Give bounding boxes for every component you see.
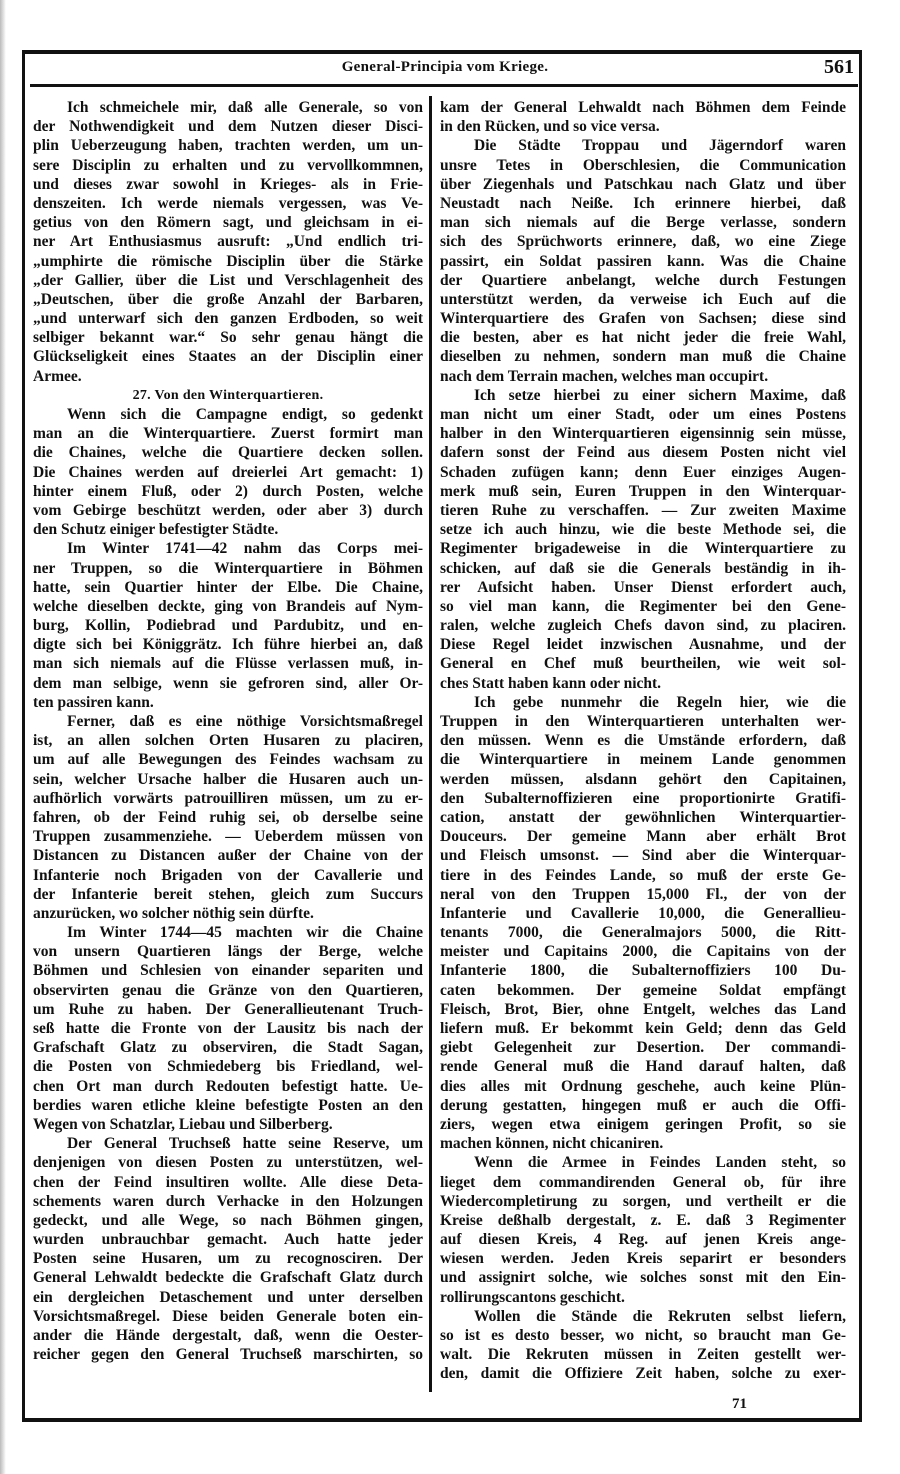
text-line: getius von den Römern sagt, und gleichsam in ei- — [33, 214, 423, 232]
text-line: Wiedercompletirung zu sorgen, und vertheilt er die — [440, 1192, 846, 1210]
text-line: fahren, ob der Feind ruhig sei, ob derselbe seine — [33, 808, 423, 826]
text-line: Der General Truchseß hatte seine Reserve, um — [67, 1135, 423, 1153]
text-line: unsre Tetes in Oberschlesien, die Communication — [440, 156, 846, 174]
text-line: die besten, aber es hat nicht jeder die freie Wahl, — [440, 329, 846, 347]
text-line: der Nothwendigkeit und dem Nutzen dieser Disci- — [33, 118, 423, 136]
text-line: anzurücken, wo solcher nöthig sein dürfte. — [33, 904, 314, 922]
text-line: ches Statt haben kann oder nicht. — [440, 674, 662, 692]
text-line: und assignirt solche, wie solches sonst mit den Ein- — [440, 1269, 846, 1287]
text-line: Die Chaines werden auf dreierlei Art gemacht: 1) — [33, 463, 423, 481]
text-line: ralen, welche zugleich Chefs davon sind, zu placiren. — [440, 617, 846, 635]
text-line: ner Art Enthusiasmus ausruft: „Und endlich tri- — [33, 233, 423, 251]
text-line: welche dieselben deckte, ging von Brandeis auf Nym- — [33, 597, 423, 615]
text-line: so ist es desto besser, wo nicht, so braucht man Ge- — [440, 1327, 846, 1344]
text-line: Wenn sich die Campagne endigt, so gedenkt — [67, 406, 423, 423]
text-line: Schaden zufügen kann; denn Euer einziges Augen- — [440, 463, 846, 481]
text-line: der Infanterie bereit stehen, gleich zum Succurs — [33, 885, 423, 903]
text-line: giebt Gelegenheit zur Desertion. Der commandi- — [440, 1039, 846, 1057]
paragraph — [440, 1153, 846, 1307]
text-line: um Ruhe zu haben. Der Generallieutenant Truch- — [33, 1000, 423, 1018]
paragraph — [33, 405, 423, 539]
text-line: lieget dem commandirenden General ob, für ihre — [440, 1173, 846, 1191]
text-line: dafern sonst der Feind aus diesem Posten nicht viel — [440, 444, 846, 462]
text-line: um auf alle Bewegungen des Feindes wachsam zu — [33, 751, 423, 769]
text-line: reicher gegen den General Truchseß marschirten, so — [33, 1346, 423, 1364]
text-line: ziers, wegen etwa einigem geringen Profit, so sie — [440, 1115, 846, 1133]
text-line: rollirungscantons geschicht. — [440, 1288, 625, 1306]
text-line: Kreise deßhalb dergestalt, z. E. daß 3 Regimenter — [440, 1211, 846, 1229]
text-line: und dieses zwar sowohl in Krieges- als in Frie- — [33, 175, 423, 193]
text-line: liefern muß. Er bekommt kein Geld; denn das Geld — [440, 1020, 846, 1037]
paragraph — [440, 136, 846, 385]
text-line: Wenn die Armee in Feindes Landen steht, so — [474, 1154, 846, 1172]
section-heading — [33, 386, 423, 405]
text-line: General Lehwaldt bedeckte die Grafschaft Glatz durch — [33, 1269, 423, 1287]
text-line: machen können, nicht chicaniren. — [440, 1135, 664, 1153]
text-line: vom Gebirge beschützt werden, oder aber 3) durch — [33, 501, 423, 519]
text-line: Grafschaft Glatz zu observiren, die Stadt Sagan, — [33, 1039, 423, 1057]
text-line: Böhmen und Schlesien von einander separiten und — [33, 962, 423, 980]
text-line: man nicht um einer Stadt, oder um eines Postens — [440, 406, 846, 423]
text-line: rende General muß die Hand darauf halten, daß — [440, 1058, 846, 1076]
text-line: Regimenter brigadeweise in die Winterquartiere zu — [440, 540, 846, 558]
text-line: seß hatte die Fronte von der Lausitz bis nach der — [33, 1020, 423, 1037]
text-line: den Schutz einiger befestigter Städte. — [33, 521, 279, 539]
text-line: General en Chef muß beurtheilen, wie weit sol- — [440, 655, 846, 673]
text-line: meister und Capitains 2000, die Capitains von der — [440, 943, 846, 961]
text-line: gedeckt, und alle Wege, so nach Böhmen gingen, — [33, 1211, 423, 1229]
text-line: rer Aufsicht haben. Unser Dienst erfordert auch, — [440, 578, 846, 596]
text-line: ist, an allen solchen Orten Husaren zu placiren, — [33, 732, 423, 750]
text-line: Ich schmeichele mir, daß alle Generale, so von — [67, 99, 423, 116]
text-line: plin Ueberzeugung haben, trachten werden, um un- — [33, 137, 423, 155]
text-line: Glückseligkeit eines Staates an der Disciplin einer — [33, 348, 423, 366]
text-line: tenants 7000, die Generalmajors 5000, die Ritt- — [440, 924, 846, 942]
header-rule — [30, 84, 858, 87]
text-line: unterstützt werden, da verweise ich Euch auf die — [440, 290, 846, 308]
right-column — [440, 98, 846, 1384]
text-line: die Winterquartiere in meinem Lande genommen — [440, 751, 846, 769]
text-line: kam der General Lehwaldt nach Böhmen dem Feinde — [440, 99, 846, 116]
text-line: Diese Regel leidet inzwischen Ausnahme, und der — [440, 636, 846, 654]
text-line: sere Disciplin zu erhalten und zu vervollkommnen, — [33, 156, 423, 174]
page-number: 561 — [824, 56, 854, 78]
text-line: hatte, sein Quartier hinter der Elbe. Die Chaine, — [33, 578, 423, 596]
text-line: Im Winter 1744—45 machten wir die Chaine — [67, 924, 423, 942]
text-line: denszeiten. Ich werde niemals vergessen, was Ve- — [33, 194, 423, 212]
text-line: halber in den Winterquartieren eigensinnig sein müsse, — [440, 425, 846, 443]
text-line: Infanterie noch Brigaden von der Cavallerie und — [33, 866, 423, 884]
paragraph — [440, 98, 846, 136]
text-line: Infanterie 1800, die Subalternoffiziers 100 Du- — [440, 962, 846, 980]
paragraph — [440, 386, 846, 693]
text-line: Vorsichtsmaßregel. Diese beiden Generale boten ein- — [33, 1307, 423, 1325]
text-line: in den Rücken, und so vice versa. — [440, 118, 660, 136]
paragraph — [33, 539, 423, 712]
text-line: wiesen werden. Jeden Kreis separirt er besonders — [440, 1250, 846, 1268]
text-line: hinter einem Fluß, oder 2) durch Posten, welche — [33, 482, 423, 500]
text-line: wurden unbrauchbar gemacht. Auch hatte jeder — [33, 1231, 423, 1249]
text-line: Douceurs. Der gemeine Mann aber erhält Brot — [440, 828, 846, 846]
paragraph — [440, 1307, 846, 1384]
text-line: passirt, ein Soldat passiren kann. Was die Chaine — [440, 252, 846, 270]
text-line: burg, Kollin, Podiebrad und Pardubitz, und en- — [33, 617, 423, 635]
text-line: ander die Hände dergestalt, daß, wenn die Oester- — [33, 1327, 423, 1344]
text-line: die Chaines, welche die Quartiere decken sollen. — [33, 444, 423, 462]
text-line: die Posten von Schmiedeberg bis Friedland, wel- — [33, 1058, 423, 1076]
text-line: von unsern Quartieren längs der Berge, welche — [33, 943, 423, 961]
text-line: Truppen in den Winterquartieren unterhalten wer- — [440, 713, 846, 730]
text-line: ten passiren kann. — [33, 693, 154, 711]
text-line: setze ich auch hinzu, wie die beste Methode sei, die — [440, 521, 846, 539]
text-line: man sich niemals auf die Berge verlasse, sondern — [440, 214, 846, 232]
text-line: „umphirte die römische Disciplin über die Stärke — [33, 252, 423, 270]
text-line: werden müssen, alsdann gehört den Capitainen, — [440, 770, 846, 788]
text-line: über Ziegenhals und Patschkau nach Glatz und über — [440, 175, 846, 193]
text-line: „und unterwarf sich den ganzen Erdboden, so weit — [33, 310, 423, 328]
text-line: walt. Die Rekruten müssen in Zeiten gestellt wer- — [440, 1346, 846, 1364]
text-line: und Fleisch umsonst. — Sind aber die Winterquar- — [440, 847, 846, 865]
text-line: tiere in des Feindes Lande, so muß der erste Ge- — [440, 866, 846, 884]
text-line: tieren Ruhe zu verschaffen. — Zur zweiten Maxime — [440, 501, 846, 519]
text-line: schicken, auf daß sie die Generals beständig in ih- — [440, 559, 846, 577]
text-line: schements waren durch Verhacke in den Holzungen — [33, 1192, 423, 1210]
text-line: „Deutschen, über die große Anzahl der Barbaren, — [33, 290, 423, 308]
text-line: chen der Feind insultiren wollte. Alle diese Deta- — [33, 1173, 423, 1191]
text-line: digte sich bei Königgrätz. Ich führe hierbei an, daß — [33, 636, 423, 654]
text-line: Fleisch, Brot, Bier, ohne Entgelt, welches das Land — [440, 1000, 846, 1018]
text-line: man an die Winterquartiere. Zuerst formirt man — [33, 425, 423, 443]
running-head — [30, 56, 860, 80]
text-line: dies alles mit Ordnung geschehe, auch keine Plün- — [440, 1077, 846, 1095]
text-line: Im Winter 1741—42 nahm das Corps mei- — [67, 540, 423, 558]
text-line: observirten genau die Gränze von den Quartieren, — [33, 981, 423, 999]
text-line: der Quartiere anbelangt, welche durch Festungen — [440, 271, 846, 289]
text-line: so viel man kann, die Regimenter bei den Gene- — [440, 597, 846, 615]
text-line: Wegen von Schatzlar, Liebau und Silberberg. — [33, 1115, 333, 1133]
text-line: caten bekommen. Der gemeine Soldat empfängt — [440, 981, 846, 999]
text-line: dieselben zu nehmen, sondern man muß die Chaine — [440, 348, 846, 366]
text-line: Wollen die Stände die Rekruten selbst liefern, — [474, 1307, 846, 1325]
text-line: auf diesen Kreis, 4 Reg. auf jenen Kreis ange- — [440, 1231, 846, 1249]
text-line: Distancen zu Distancen außer der Chaine von der — [33, 847, 423, 865]
text-line: nach dem Terrain machen, welches man occupirt. — [440, 367, 769, 385]
text-line: sein, welcher Ursache halber die Husaren auch un- — [33, 770, 423, 788]
text-line: ein dergleichen Detaschement und unter derselben — [33, 1288, 423, 1306]
text-line: Ferner, daß es eine nöthige Vorsichtsmaßregel — [67, 713, 423, 730]
text-line: Armee. — [33, 367, 82, 385]
running-title: General-Principia vom Kriege. — [341, 59, 549, 75]
paragraph — [33, 98, 423, 386]
paragraph — [33, 1134, 423, 1364]
text-line: selbiger bekannt war.“ So sehr genau hängt die — [33, 329, 423, 347]
paragraph — [33, 923, 423, 1134]
text-line: dem man selbige, wenn sie gefroren sind, aller Or- — [33, 674, 423, 692]
text-line: „der Gallier, über die List und Verschlagenheit des — [33, 271, 423, 289]
text-line: sich des Sprüchworts erinnere, daß, wo eine Ziege — [440, 233, 846, 251]
text-line: merk muß sein, Euren Truppen in den Winterquar- — [440, 482, 846, 500]
heading-text: 27. Von den Winterquartieren. — [132, 387, 324, 403]
paragraph — [33, 712, 423, 923]
text-line: Die Städte Troppau und Jägerndorf waren — [474, 137, 846, 155]
scan-edge — [0, 0, 6, 1474]
text-line: berdies waren etliche kleine befestigte Posten an den — [33, 1096, 423, 1114]
text-line: cation, anstatt der gewöhnlichen Winterquartier- — [440, 808, 846, 826]
text-line: man sich niemals auf die Flüsse verlassen muß, in- — [33, 655, 423, 673]
paragraph — [440, 693, 846, 1154]
text-line: ner Truppen, so die Winterquartiere in Böhmen — [33, 559, 423, 577]
text-line: Neustadt nach Neiße. Ich erinnere hierbei, daß — [440, 194, 846, 212]
text-line: neral von den Truppen 15,000 Fl., der von der — [440, 885, 846, 903]
text-line: den, damit die Offiziere Zeit haben, solche zu exer- — [440, 1365, 846, 1383]
text-line: den Subalternoffizieren eine proportionirte Gratifi- — [440, 789, 846, 807]
text-line: denjenigen von diesen Posten zu unterstützen, wel- — [33, 1154, 423, 1172]
left-column — [33, 98, 423, 1364]
text-line: den müssen. Wenn es die Umstände erfordern, daß — [440, 732, 846, 750]
signature-mark: 71 — [732, 1396, 747, 1412]
text-line: chen Ort man durch Redouten befestigt hatte. Ue- — [33, 1077, 423, 1095]
text-line: aufhörlich vorwärts patrouilliren müssen, um zu er- — [33, 789, 423, 807]
column-divider — [429, 96, 432, 1392]
text-line: Posten seine Husaren, um zu recognosciren. Der — [33, 1250, 423, 1268]
text-line: Infanterie und Cavallerie 10,000, die Generallieu- — [440, 904, 846, 922]
text-line: Winterquartiere des Grafen von Sachsen; diese sind — [440, 310, 846, 328]
text-line: Truppen zusammenziehe. — Ueberdem müssen von — [33, 828, 423, 846]
text-line: Ich gebe nunmehr die Regeln hier, wie die — [474, 693, 846, 711]
text-line: Ich setze hierbei zu einer sichern Maxime, daß — [474, 386, 846, 404]
text-line: derung gestatten, hingegen muß er auch die Offi- — [440, 1096, 846, 1114]
